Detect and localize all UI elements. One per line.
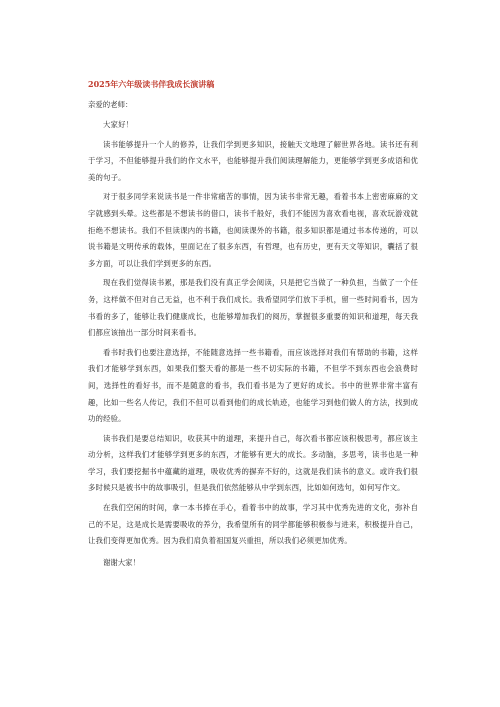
paragraph-5: 读书我们是要总结知识，收获其中的道理，来提升自己，每次看书都应该积极思考，都应该主动分析，这样我们才能够学到更多的东西，才能够有更大的成长。多动脑，多思考，读书也是一种学习，我们要挖掘书中蕴藏的道理，吸收优秀的摒弃不好的，这就是我们读书的意义。或许我们很多时候只是被书中的故事吸引，但是我们依然能够从中学到东西，比如如何选句，如何写作文。 [88, 433, 418, 493]
document-title: 2025年六年级读书伴我成长演讲稿 [88, 79, 215, 89]
salutation: 亲爱的老师： [88, 100, 133, 109]
paragraph-3: 现在我们觉得读书累，那是我们没有真正学会阅读，只是把它当做了一种负担，当做了一个任务，这样做不但对自己无益，也不利于我们成长。我希望同学们放下手机，留一些时间看书，因为书看的多了，能够让我们健康成长，也能够增加我们的阅历，掌握很多重要的知识和道理，每天我们都应该抽出一部分时间来看书。 [88, 278, 418, 338]
document-body [88, 79, 418, 569]
paragraph-2: 对于很多同学来说读书是一件非常痛苦的事情，因为读书非常无趣，看着书本上密密麻麻的文字就感到头晕。这些都是不想读书的借口，读书千般好，我们不能因为喜欢看电视，喜欢玩游戏就拒绝不想读书。我们不但读课内的书籍，也阅读课外的书籍，很多知识都是通过书本传递的，可以说书籍是文明传承的载体，里面记在了很多东西，有哲理，也有历史，更有天文等知识，囊括了很多方面，可以让我们学到更多的东西。 [88, 192, 418, 268]
closing: 谢谢大家！ [103, 557, 140, 567]
greeting: 大家好！ [103, 120, 134, 129]
paragraph-1: 读书能够提升一个人的修养，让我们学到更多知识，接触天文地理了解世界各地。读书还有利于学习，不但能够提升我们的作文水平，也能够提升我们阅读理解能力，更能够学到更多成语和优美的句子。 [88, 139, 418, 182]
paragraph-4: 看书时我们也要注意选择，不能随意选择一些书籍看，而应该选择对我们有帮助的书籍，这样我们才能够学到东西，如果我们整天看的都是一些不切实际的书籍，不但学不到东西也会浪费时间，选择性的看好书，而不是随意的看书，我们看书是为了更好的成长。书中的世界非常丰富有趣，比如一些名人传记，我们不但可以看到他们的成长轨迹，也能学习到他们做人的方法，找到成功的经验。 [88, 347, 418, 424]
paragraph-6: 在我们空闲的时间，拿一本书捧在手心，看着书中的故事，学习其中优秀先进的文化，弥补自己的不足，这是成长是需要吸收的养分，我希望所有的同学都能够积极参与进来，积极提升自己，让我们变得更加优秀。因为我们肩负着祖国复兴重担，所以我们必须更加优秀。 [88, 503, 418, 546]
